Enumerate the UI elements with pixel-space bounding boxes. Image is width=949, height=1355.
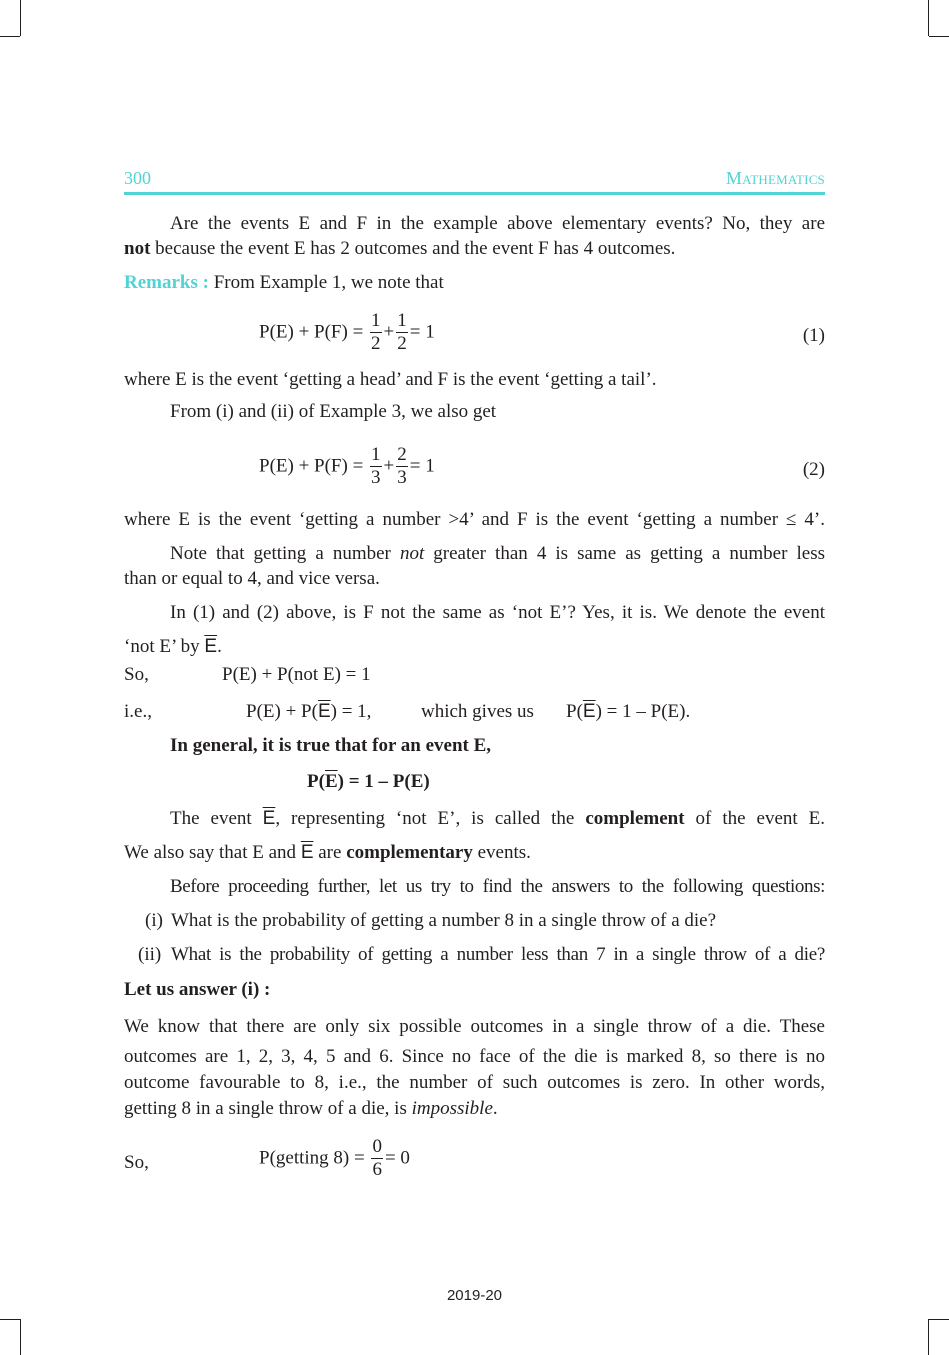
- fraction: [396, 310, 408, 355]
- remarks-label: Remarks :: [124, 272, 209, 293]
- crop-mark: [929, 36, 949, 37]
- eq-lhs: P(E) + P(F) =: [259, 455, 369, 477]
- header-rule: [124, 192, 825, 195]
- answer-line3: [124, 1072, 825, 1094]
- question-1-text: What is the probability of getting a number 8 in a single throw of a die?: [171, 910, 717, 931]
- probability-8-equation: [259, 1136, 410, 1181]
- e-bar-symbol: $\overline{E}$: [262, 808, 276, 829]
- italic-text: not: [399, 543, 425, 564]
- text: What is the probability of getting a number less than 7 in a single throw of a die?: [171, 944, 825, 965]
- e-bar-symbol: $\overline{E}$: [582, 701, 596, 722]
- text: .: [492, 1098, 498, 1119]
- remarks-line: [124, 272, 444, 294]
- in12-line1: [170, 602, 825, 624]
- equation-2: [259, 444, 435, 489]
- plus: +: [383, 321, 395, 343]
- before-line: [170, 876, 825, 898]
- from-line: From (i) and (ii) of Example 3, we also get: [170, 401, 497, 422]
- text: We know that there are only six possible outcomes in a single throw of a die. These: [124, 1016, 825, 1037]
- general-statement: In general, it is true that for an event E,: [170, 735, 492, 756]
- numerator: 1: [397, 310, 407, 331]
- bold-text: complement: [585, 808, 685, 829]
- eq-rhs: = 1: [409, 321, 435, 343]
- text: In (1) and (2) above, is F not the same as ‘not E’? Yes, it is. We denote the event: [170, 602, 825, 623]
- text: We also say that E and: [124, 842, 301, 863]
- running-title: Mathematics: [725, 168, 825, 188]
- bold-text: not: [124, 238, 151, 259]
- ie-equation: [246, 701, 371, 723]
- text: ) = 1 – P(E).: [595, 701, 691, 722]
- answer-heading: Let us answer (i) :: [124, 979, 271, 1000]
- ie-result: [566, 701, 690, 723]
- text: where E is the event ‘getting a number >4’ and F is the event ‘getting a number ≤ 4’.: [124, 509, 825, 530]
- complement-line1: [170, 808, 825, 830]
- crop-mark: [929, 1319, 949, 1320]
- text: ) = 1,: [330, 701, 372, 722]
- question-1-label: (i): [145, 910, 163, 931]
- text: The event: [170, 808, 263, 829]
- equation-1: [259, 310, 435, 355]
- text: Are the events E and F in the example above elementary events? No, they are: [170, 213, 825, 234]
- text: P(E) + P(: [246, 701, 318, 722]
- text: outcomes are 1, 2, 3, 4, 5 and 6. Since no face of the die is marked 8, so there is no: [124, 1046, 825, 1067]
- e-bar-symbol: $\overline{E}$: [300, 842, 314, 863]
- denominator: 3: [397, 467, 407, 488]
- so-label-2: So,: [124, 1152, 149, 1173]
- question-2-text: [171, 944, 825, 966]
- text: .: [217, 636, 222, 657]
- e-bar-symbol: $\overline{E}$: [324, 771, 338, 792]
- fraction: [370, 310, 382, 355]
- text: because the event E has 2 outcomes and the event F has 4 outcomes.: [150, 238, 676, 259]
- bold-text: complementary: [346, 842, 473, 863]
- in12-line2: [124, 636, 222, 658]
- eq-rhs: = 1: [409, 455, 435, 477]
- plus: +: [383, 455, 395, 477]
- text: P(: [566, 701, 583, 722]
- footer-year: 2019-20: [446, 1287, 503, 1304]
- note-line1: [170, 543, 825, 565]
- text: From Example 1, we note that: [208, 272, 444, 293]
- crop-mark: [20, 1319, 21, 1355]
- page-number: 300: [124, 168, 151, 188]
- text: Note that getting a number: [170, 543, 400, 564]
- eq-rhs: = 0: [384, 1147, 410, 1169]
- complement-line2: [124, 842, 531, 864]
- equation-number-1: (1): [802, 325, 825, 346]
- denominator: 2: [371, 333, 381, 354]
- e-bar-symbol: $\overline{E}$: [317, 701, 331, 722]
- numerator: 1: [371, 310, 381, 331]
- crop-mark: [928, 1319, 929, 1355]
- denominator: 2: [397, 333, 407, 354]
- answer-line2: [124, 1046, 825, 1068]
- e-bar-symbol: $\overline{E}$: [204, 636, 218, 657]
- note-line2: than or equal to 4, and vice versa.: [124, 568, 380, 589]
- eq-lhs: P(getting 8) =: [259, 1147, 370, 1169]
- para1-line1: [170, 213, 825, 235]
- text: , representing ‘not E’, is called the: [275, 808, 586, 829]
- fraction: [370, 444, 382, 489]
- text: Before proceeding further, let us try to find the answers to the following questions:: [170, 876, 825, 897]
- denominator: 6: [372, 1159, 382, 1180]
- ie-which-gives: which gives us: [421, 701, 534, 722]
- numerator: 2: [397, 444, 407, 465]
- denominator: 3: [371, 467, 381, 488]
- numerator: 1: [371, 444, 381, 465]
- text: greater than 4 is same as getting a number less: [424, 543, 825, 564]
- text: outcome favourable to 8, i.e., the number of such outcomes is zero. In other words,: [124, 1072, 825, 1093]
- ie-label: i.e.,: [124, 701, 152, 722]
- crop-mark: [20, 0, 21, 36]
- text: are: [313, 842, 347, 863]
- equation-number-2: (2): [802, 459, 825, 480]
- text: ) = 1 – P(E): [337, 771, 430, 792]
- fraction: [396, 444, 408, 489]
- crop-mark: [0, 36, 20, 37]
- text: P(: [307, 771, 325, 792]
- eq-lhs: P(E) + P(F) =: [259, 321, 369, 343]
- eq1-where-line: where E is the event ‘getting a head’ and F is the event ‘getting a tail’.: [124, 369, 657, 390]
- text: getting 8 in a single throw of a die, is: [124, 1098, 412, 1119]
- eq2-where-line: [124, 509, 825, 531]
- answer-line1: [124, 1016, 825, 1038]
- general-formula: [307, 771, 430, 793]
- fraction: [371, 1136, 383, 1181]
- italic-text: impossible: [411, 1098, 493, 1119]
- numerator: 0: [372, 1136, 382, 1157]
- question-2-label: (ii): [138, 944, 162, 965]
- text: events.: [472, 842, 531, 863]
- text: ‘not E’ by: [124, 636, 205, 657]
- text: of the event E.: [684, 808, 826, 829]
- answer-line4: [124, 1098, 498, 1120]
- crop-mark: [0, 1319, 20, 1320]
- para1-line2: [124, 238, 675, 260]
- so-label: So,: [124, 664, 149, 685]
- crop-mark: [928, 0, 929, 36]
- so-equation: P(E) + P(not E) = 1: [222, 664, 371, 685]
